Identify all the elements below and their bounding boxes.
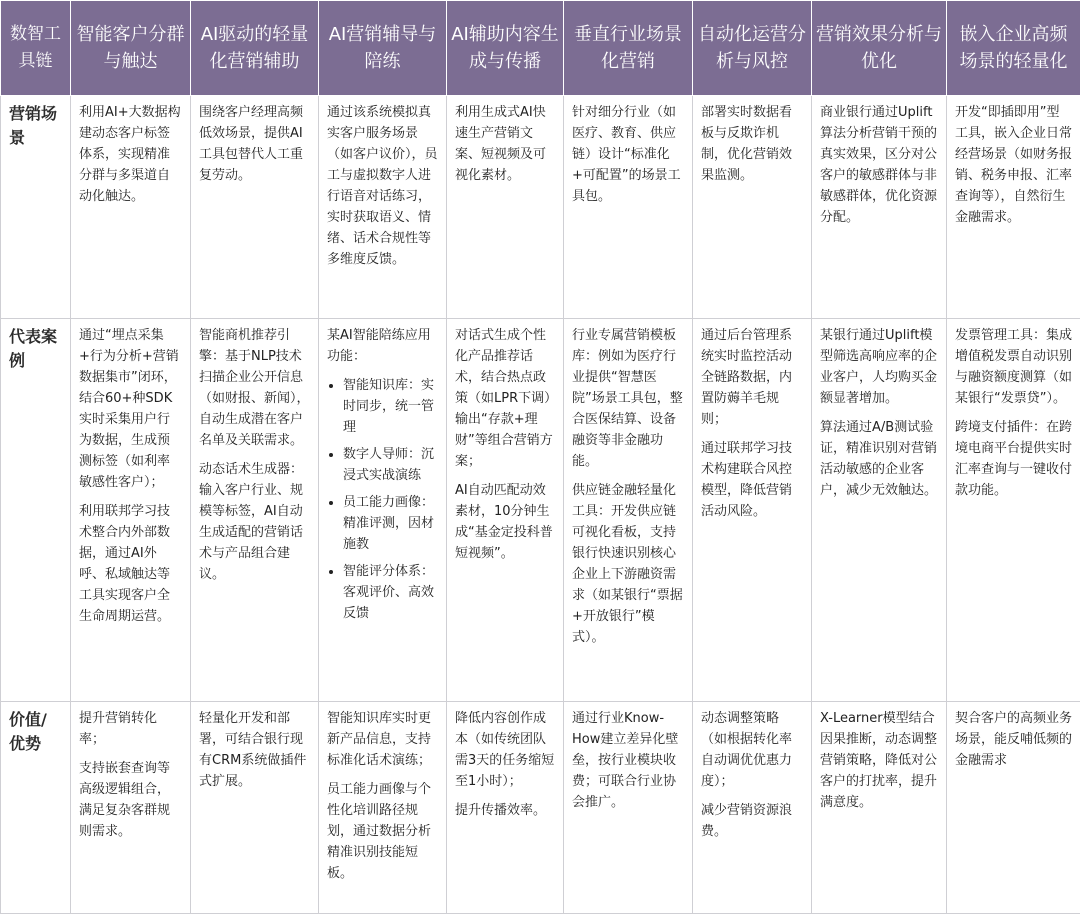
cell-paragraph: 通过联邦学习技术构建联合风控模型，降低营销活动风险。	[701, 438, 803, 522]
cell-paragraph: 利用联邦学习技术整合内外部数据，通过AI外呼、私域触达等工具实现客户全生命周期运营。	[79, 501, 182, 627]
cell-paragraph: 通过行业Know-How建立差异化壁垒，按行业模块收费；可联合行业协会推广。	[572, 708, 684, 813]
column-header: 嵌入企业高频场景的轻量化	[947, 1, 1080, 96]
cell-paragraph: 某银行通过Uplift模型筛选高响应率的企业客户，人均购买金额显著增加。	[820, 325, 938, 409]
table-row	[1, 319, 1080, 702]
cell-paragraph: 轻量化开发和部署，可结合银行现有CRM系统做插件式扩展。	[199, 708, 310, 792]
cell-paragraph: 契合客户的高频业务场景，能反哺低频的金融需求	[955, 708, 1072, 771]
cell-paragraph: 智能知识库实时更新产品信息，支持标准化话术演练；	[327, 708, 438, 771]
cell-paragraph: 提升营销转化率；	[79, 708, 182, 750]
table-cell	[447, 319, 564, 702]
table-row	[1, 96, 1080, 319]
column-header: 垂直行业场景化营销	[564, 1, 693, 96]
table-cell	[71, 319, 191, 702]
table-cell	[191, 702, 319, 914]
corner-header: 数智工具链	[1, 1, 71, 96]
table-cell	[319, 702, 447, 914]
table-cell	[812, 96, 947, 319]
column-header: AI营销辅导与陪练	[319, 1, 447, 96]
cell-paragraph: 供应链金融轻量化工具：开发供应链可视化看板，支持银行快速识别核心企业上下游融资需求（如某银行“票据+开放银行”模式）。	[572, 480, 684, 648]
table-cell	[947, 702, 1080, 914]
cell-paragraph: AI自动匹配动效素材，10分钟生成“基金定投科普短视频”。	[455, 480, 555, 564]
header-row	[1, 1, 1080, 96]
table-cell	[564, 96, 693, 319]
cell-paragraph: 某AI智能陪练应用功能：	[327, 325, 438, 367]
table-cell	[191, 319, 319, 702]
cell-paragraph: 部署实时数据看板与反欺诈机制，优化营销效果监测。	[701, 102, 803, 186]
table-cell	[447, 702, 564, 914]
table-cell	[947, 319, 1080, 702]
table-cell	[319, 319, 447, 702]
row-header: 营销场景	[1, 96, 71, 319]
cell-paragraph: 跨境支付插件：在跨境电商平台提供实时汇率查询与一键收付款功能。	[955, 417, 1072, 501]
table-cell	[71, 96, 191, 319]
table-row	[1, 702, 1080, 914]
column-header: 智能客户分群与触达	[71, 1, 191, 96]
cell-paragraph: 行业专属营销模板库：例如为医疗行业提供“智慧医院”场景工具包，整合医保结算、设备融资等非金融功能。	[572, 325, 684, 472]
cell-paragraph: 减少营销资源浪费。	[701, 800, 803, 842]
column-header: AI辅助内容生成与传播	[447, 1, 564, 96]
table-cell	[564, 702, 693, 914]
table-cell	[71, 702, 191, 914]
cell-paragraph: 动态话术生成器：输入客户行业、规模等标签，AI自动生成适配的营销话术与产品组合建议。	[199, 459, 310, 585]
bullet-list	[327, 375, 438, 624]
list-item: • 智能评分体系：客观评价、高效反馈	[343, 561, 438, 624]
list-item: • 智能知识库：实时同步，统一管理	[343, 375, 438, 438]
cell-paragraph: 提升传播效率。	[455, 800, 555, 821]
table-cell	[812, 319, 947, 702]
cell-paragraph: 对话式生成个性化产品推荐话术，结合热点政策（如LPR下调）输出“存款+理财”等组合营销方案；	[455, 325, 555, 472]
table-cell	[693, 96, 812, 319]
cell-paragraph: 算法通过A/B测试验证，精准识别对营销活动敏感的企业客户，减少无效触达。	[820, 417, 938, 501]
table-cell	[319, 96, 447, 319]
cell-paragraph: 利用生成式AI快速生产营销文案、短视频及可视化素材。	[455, 102, 555, 186]
table-body	[1, 96, 1080, 914]
cell-paragraph: 动态调整策略（如根据转化率自动调优优惠力度）；	[701, 708, 803, 792]
list-item: • 员工能力画像：精准评测，因材施教	[343, 492, 438, 555]
cell-paragraph: 围绕客户经理高频低效场景，提供AI工具包替代人工重复劳动。	[199, 102, 310, 186]
column-header: 自动化运营分析与风控	[693, 1, 812, 96]
cell-paragraph: 开发“即插即用”型工具，嵌入企业日常经营场景（如财务报销、税务申报、汇率查询等），自然衍生金融需求。	[955, 102, 1072, 228]
cell-paragraph: 通过“埋点采集+行为分析+营销数据集市”闭环，结合60+种SDK实时采集用户行为数据，生成预测标签（如利率敏感性客户）；	[79, 325, 182, 493]
table-cell	[447, 96, 564, 319]
table-cell	[564, 319, 693, 702]
cell-paragraph: 商业银行通过Uplift算法分析营销干预的真实效果，区分对公客户的敏感群体与非敏感群体，优化资源分配。	[820, 102, 938, 228]
column-header: AI驱动的轻量化营销辅助	[191, 1, 319, 96]
table-cell	[191, 96, 319, 319]
row-header: 价值/优势	[1, 702, 71, 914]
cell-paragraph: X-Learner模型结合因果推断，动态调整营销策略，降低对公客户的打扰率，提升满意度。	[820, 708, 938, 813]
list-item: • 数字人导师：沉浸式实战演练	[343, 444, 438, 486]
cell-paragraph: 发票管理工具：集成增值税发票自动识别与融资额度测算（如某银行“发票贷”）。	[955, 325, 1072, 409]
table-cell	[693, 702, 812, 914]
cell-paragraph: 通过后台管理系统实时监控活动全链路数据，内置防薅羊毛规则；	[701, 325, 803, 430]
cell-paragraph: 利用AI+大数据构建动态客户标签体系，实现精准分群与多渠道自动化触达。	[79, 102, 182, 207]
row-header: 代表案例	[1, 319, 71, 702]
cell-paragraph: 针对细分行业（如医疗、教育、供应链）设计“标准化+可配置”的场景工具包。	[572, 102, 684, 207]
cell-paragraph: 员工能力画像与个性化培训路径规划，通过数据分析精准识别技能短板。	[327, 779, 438, 884]
cell-paragraph: 降低内容创作成本（如传统团队需3天的任务缩短至1小时）；	[455, 708, 555, 792]
cell-paragraph: 通过该系统模拟真实客户服务场景（如客户议价），员工与虚拟数字人进行语音对话练习，实时获取语义、情绪、话术合规性等多维度反馈。	[327, 102, 438, 270]
column-header: 营销效果分析与优化	[812, 1, 947, 96]
table-cell	[812, 702, 947, 914]
table-cell	[693, 319, 812, 702]
cell-paragraph: 支持嵌套查询等高级逻辑组合，满足复杂客群规则需求。	[79, 758, 182, 842]
table-cell	[947, 96, 1080, 319]
cell-paragraph: 智能商机推荐引擎：基于NLP技术扫描企业公开信息（如财报、新闻），自动生成潜在客户名单及关联需求。	[199, 325, 310, 451]
